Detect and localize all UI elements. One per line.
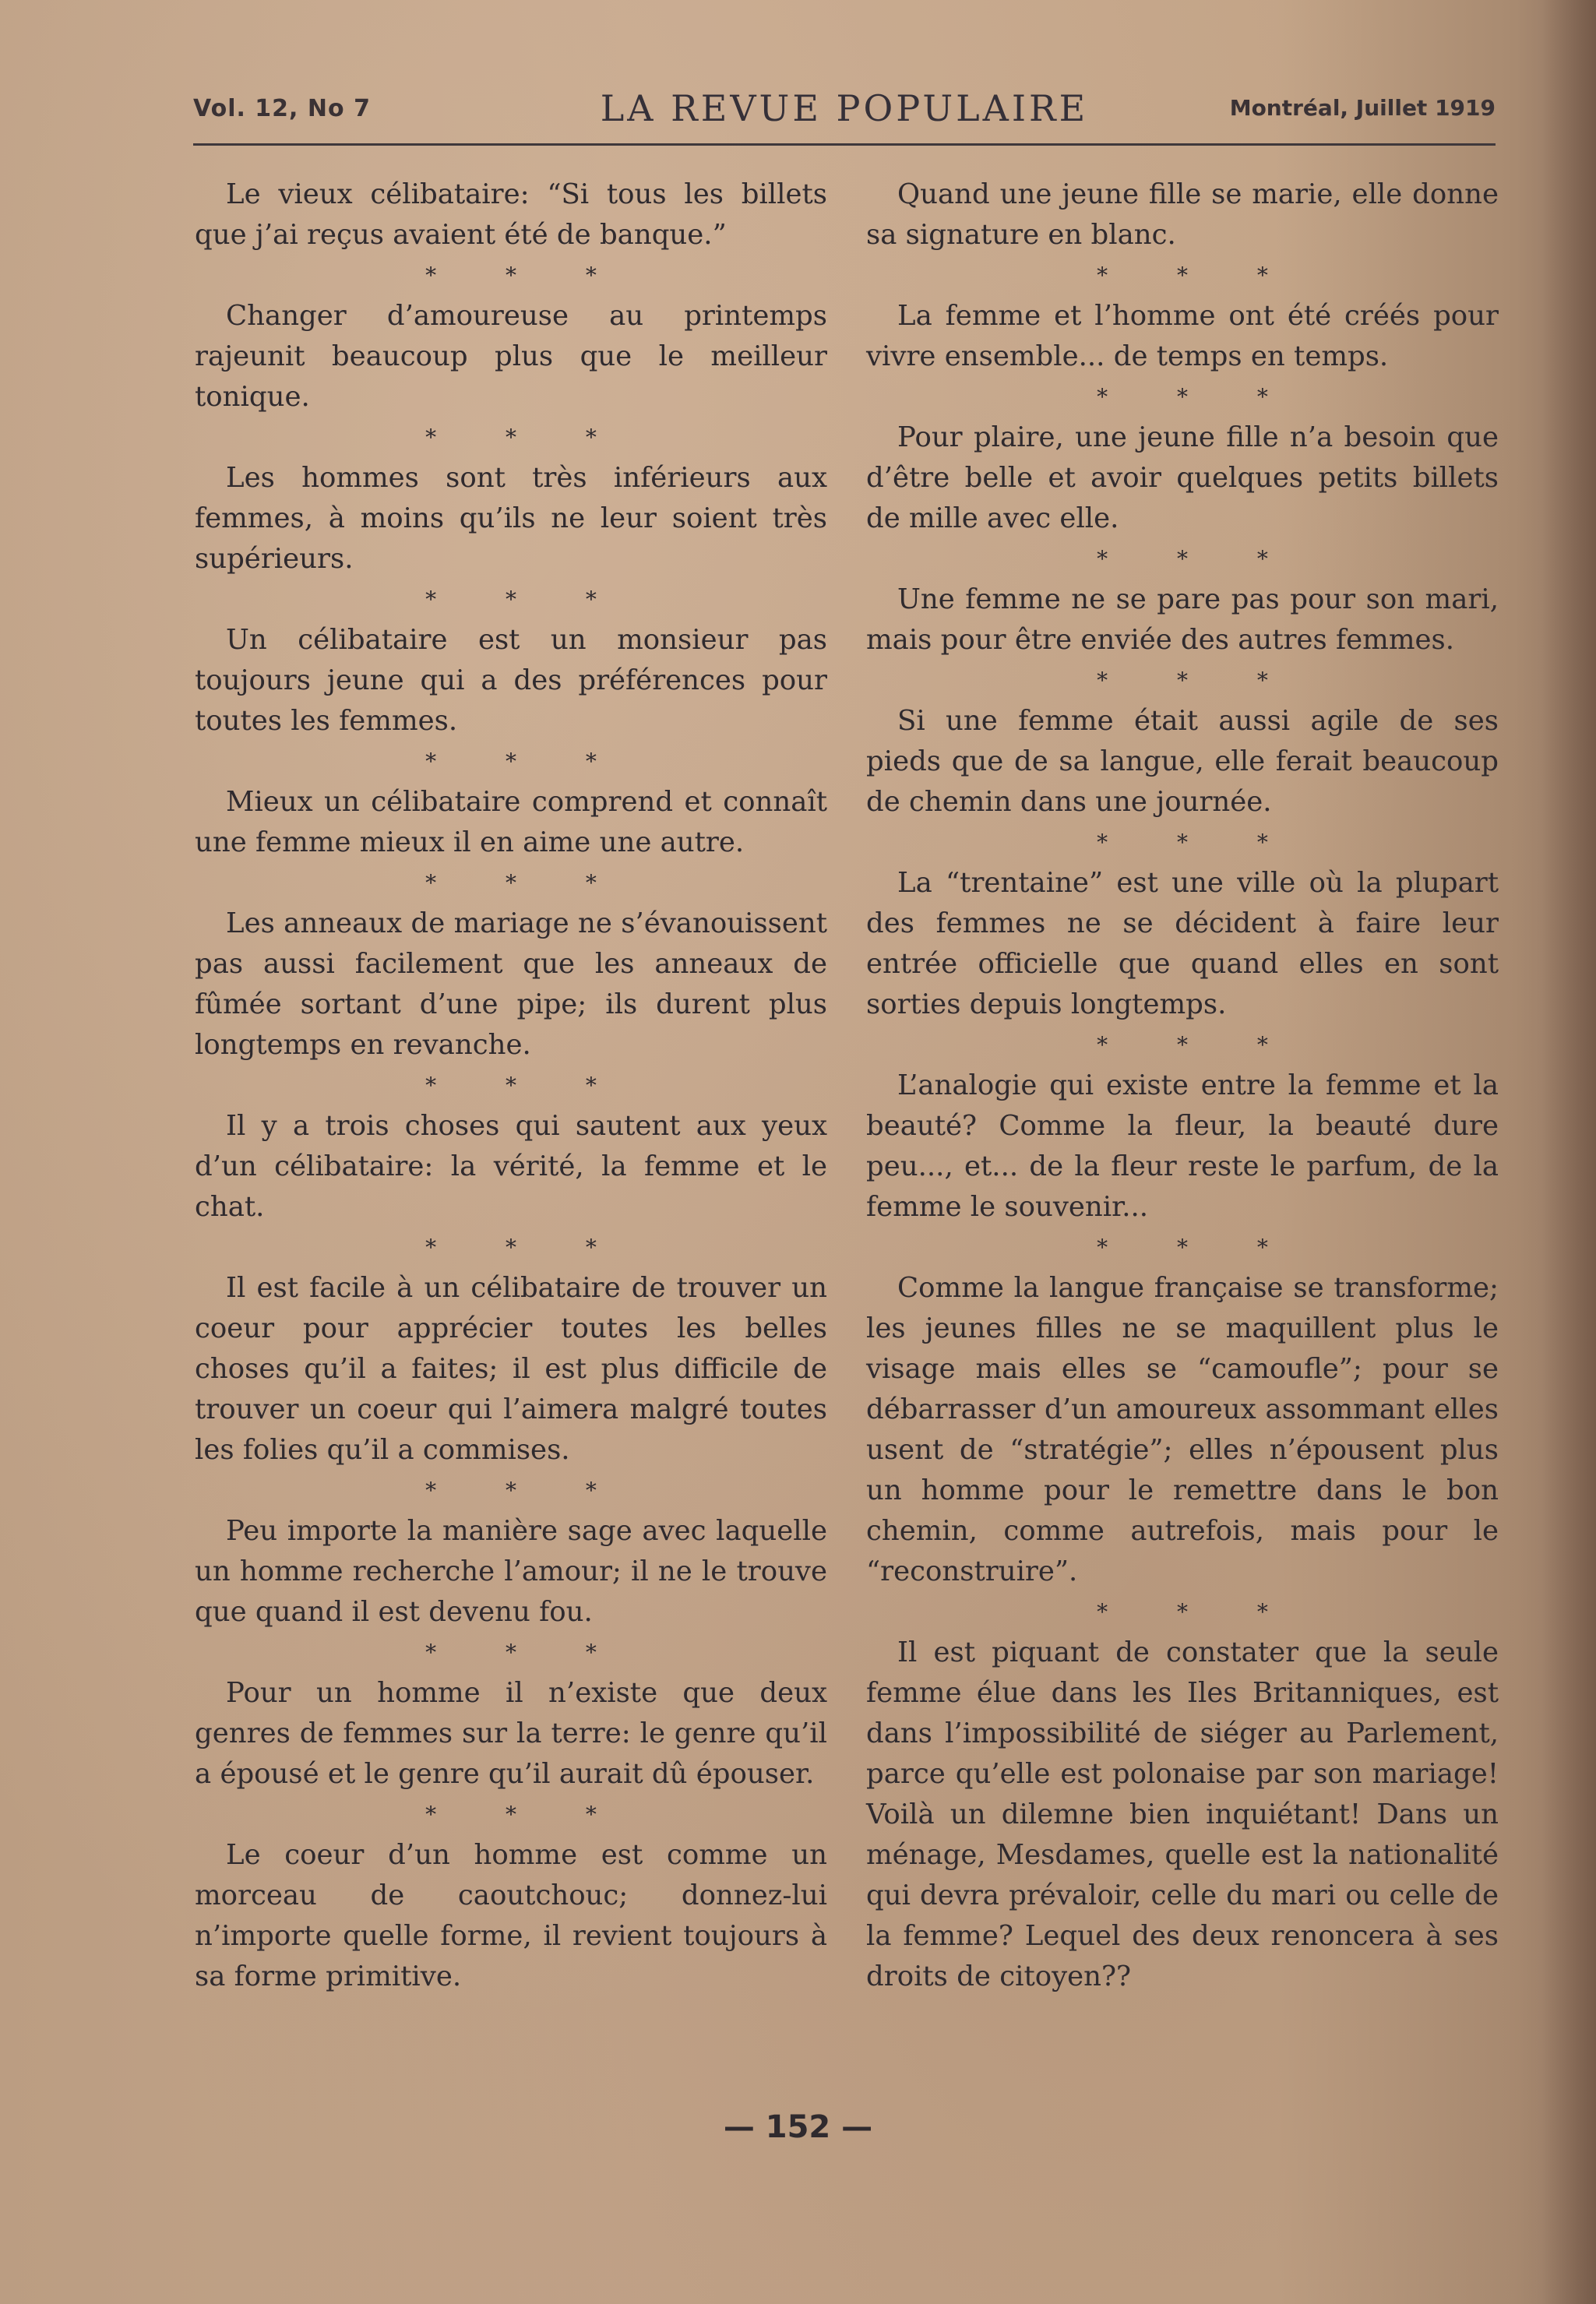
separator-stars: * * * [425, 425, 628, 450]
separator-stars: * * * [1097, 668, 1299, 693]
maxim-paragraph: Pour plaire, une jeune fille n’a besoin que d’être belle et avoir quelques petits billets de mille avec elle. [866, 421, 1499, 534]
separator-stars: * * * [1097, 384, 1299, 410]
separator-stars: * * * [425, 1640, 628, 1665]
magazine-title: LA REVUE POPULAIRE [600, 87, 1089, 129]
separator-stars: * * * [425, 1802, 628, 1827]
separator-stars: * * * [425, 1235, 628, 1260]
maxim-paragraph: Les anneaux de mariage ne s’évanouissent pas aussi facilement que les anneaux de fûmée sortant d’une pipe; ils durent plus longtemps en revanche. [195, 907, 827, 1061]
maxim-paragraph: Un célibataire est un monsieur pas toujours jeune qui a des préférences pour toutes les femmes. [195, 624, 827, 737]
maxim-paragraph: Le coeur d’un homme est comme un morceau de caoutchouc; donnez-lui n’importe quelle forme, il revient toujours à sa forme primitive. [195, 1839, 827, 1992]
maxim-paragraph: L’analogie qui existe entre la femme et la beauté? Comme la fleur, la beauté dure peu..., et... de la fleur reste le parfum, de la femme le souvenir... [866, 1069, 1499, 1223]
page-edge-shadow [1541, 0, 1596, 2304]
maxim-paragraph: La “trentaine” est une ville où la plupart des femmes ne se décident à faire leur entrée officielle que quand elles en sont sorties depuis longtemps. [866, 867, 1499, 1020]
separator-stars: * * * [1097, 830, 1299, 855]
maxim-paragraph: Quand une jeune fille se marie, elle donne sa signature en blanc. [866, 178, 1499, 251]
maxim-paragraph: Il y a trois choses qui sautent aux yeux d’un célibataire: la vérité, la femme et le chat. [195, 1110, 827, 1223]
separator-stars: * * * [1097, 1235, 1299, 1260]
header-rule [193, 143, 1496, 146]
volume-number: Vol. 12, No 7 [193, 95, 371, 122]
separator-stars: * * * [1097, 1032, 1299, 1058]
maxim-paragraph: Il est piquant de constater que la seule femme élue dans les Iles Britanniques, est dans l’impossibilité de siéger au Parlement, parce qu’elle est polonaise par son mariage! Voilà un dilemne bien inquiétant! Dans un ménage, Mesdames, quelle est la nationalité qui devra prévaloir, celle du mari ou celle de la femme? Lequel des deux renoncera à ses droits de citoyen?? [866, 1636, 1499, 1992]
maxim-paragraph: Il est facile à un célibataire de trouver un coeur pour apprécier toutes les belles choses qu’il a faites; il est plus difficile de trouver un coeur qui l’aimera malgré toutes les folies qu’il a commises. [195, 1272, 827, 1466]
separator-stars: * * * [425, 870, 628, 896]
maxim-paragraph: Changer d’amoureuse au printemps rajeunit beaucoup plus que le meilleur tonique. [195, 300, 827, 413]
separator-stars: * * * [425, 1478, 628, 1503]
maxim-paragraph: Les hommes sont très inférieurs aux femmes, à moins qu’ils ne leur soient très supérieurs. [195, 462, 827, 575]
maxim-paragraph: Comme la langue française se transforme; les jeunes filles ne se maquillent plus le visage mais elles se “camoufle”; pour se débarrasser d’un amoureux assommant elles usent de “stratégie”; elles n’épousent plus un homme pour le remettre dans le bon chemin, comme autrefois, mais pour le “reconstruire”. [866, 1272, 1499, 1587]
page-header [193, 87, 1496, 142]
maxim-paragraph: Peu importe la manière sage avec laquelle un homme recherche l’amour; il ne le trouve que quand il est devenu fou. [195, 1515, 827, 1628]
separator-stars: * * * [425, 262, 628, 288]
maxim-paragraph: Pour un homme il n’existe que deux genres de femmes sur la terre: le genre qu’il a épousé et le genre qu’il aurait dû épouser. [195, 1677, 827, 1790]
maxim-paragraph: Mieux un célibataire comprend et connaît une femme mieux il en aime une autre. [195, 786, 827, 858]
left-column [195, 174, 827, 1997]
separator-stars: * * * [1097, 262, 1299, 288]
right-column [866, 174, 1499, 1997]
maxim-paragraph: La femme et l’homme ont été créés pour vivre ensemble... de temps en temps. [866, 300, 1499, 372]
separator-stars: * * * [425, 1073, 628, 1098]
page-number: — 152 — [723, 2109, 873, 2145]
maxim-paragraph: Si une femme était aussi agile de ses pieds que de sa langue, elle ferait beaucoup de chemin dans une journée. [866, 705, 1499, 818]
issue-date: Montréal, Juillet 1919 [1229, 95, 1496, 121]
separator-stars: * * * [1097, 546, 1299, 572]
maxim-paragraph: Le vieux célibataire: “Si tous les billets que j’ai reçus avaient été de banque.” [195, 178, 827, 251]
separator-stars: * * * [1097, 1599, 1299, 1625]
maxim-paragraph: Une femme ne se pare pas pour son mari, mais pour être enviée des autres femmes. [866, 583, 1499, 656]
separator-stars: * * * [425, 749, 628, 774]
separator-stars: * * * [425, 587, 628, 612]
